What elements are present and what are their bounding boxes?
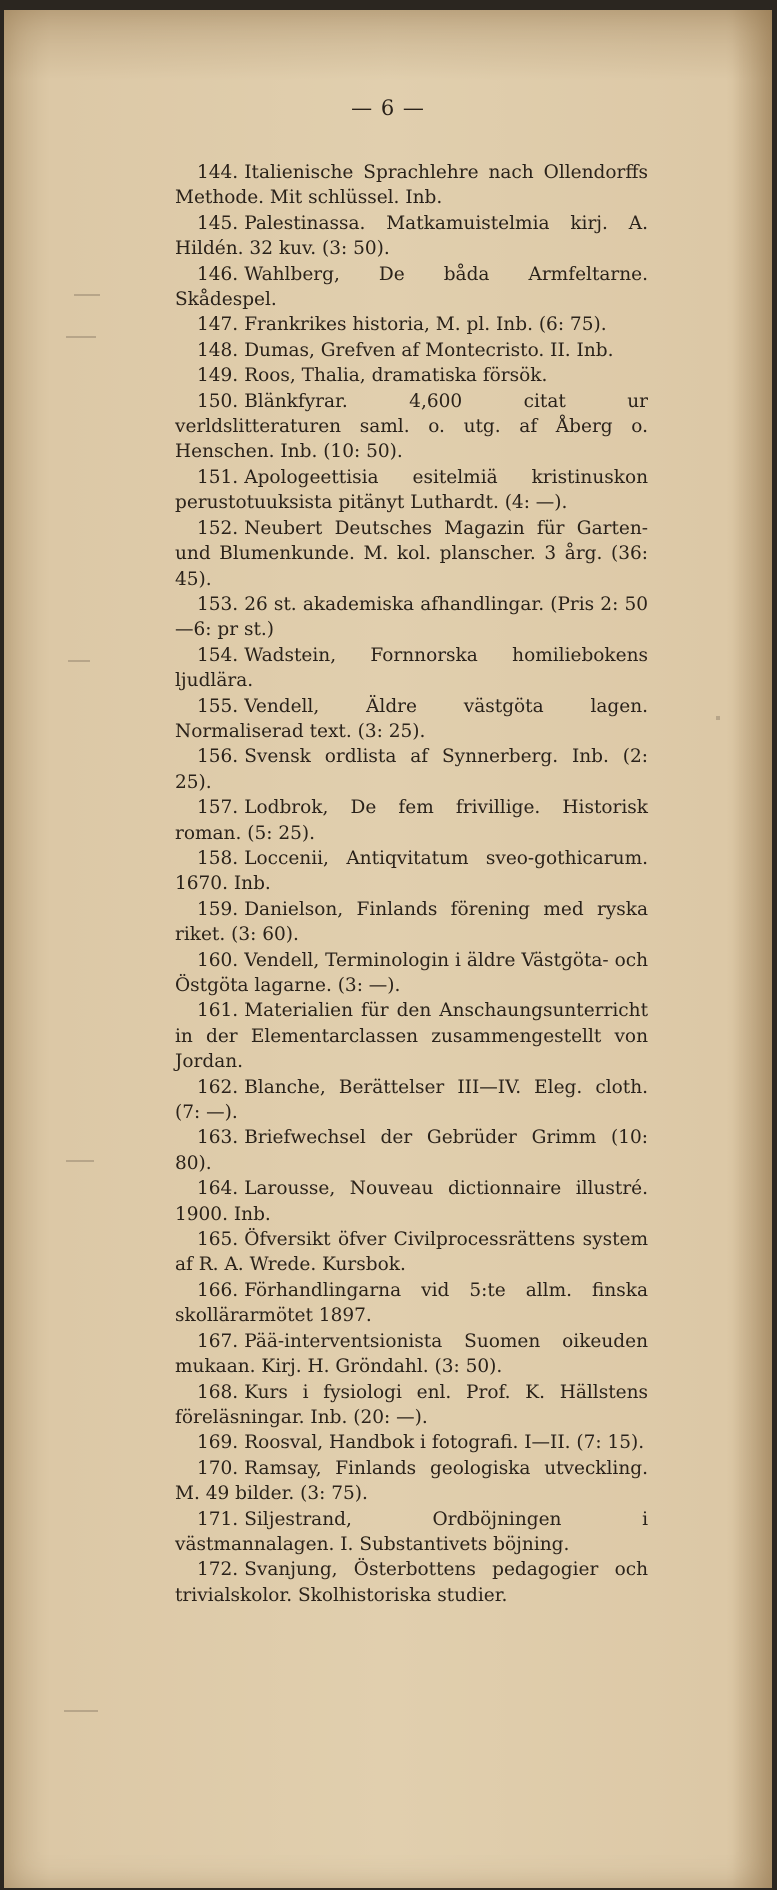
entry-number: 169. — [197, 1432, 239, 1454]
catalog-entry — [175, 1456, 648, 1507]
entry-number: 159. — [197, 898, 239, 920]
entry-text: Palestinassa. Matkamuistelmia kirj. A. Hildén. 32 kuv. (3: 50). — [175, 212, 648, 260]
catalog-entry — [175, 846, 648, 897]
catalog-entry — [175, 1075, 648, 1126]
catalog-entry — [175, 744, 648, 795]
entry-number: 149. — [197, 365, 239, 387]
entry-number: 156. — [197, 746, 239, 768]
entry-text: Siljestrand, Ordböjningen i västmannalagen. I. Substantivets böjning. — [175, 1508, 648, 1555]
entry-text: Roosval, Handbok i fotografi. I—II. (7: 15). — [244, 1432, 645, 1454]
entry-number: 148. — [197, 339, 239, 361]
entry-text: Loccenii, Antiqvitatum sveo-gothicarum. 1670. Inb. — [175, 847, 648, 895]
entry-number: 157. — [197, 797, 239, 819]
entry-text: Materialien für den Anschaungsunterricht in der Elementarclassen zusammengestellt von Jordan. — [175, 1000, 648, 1073]
entry-number: 161. — [197, 1000, 239, 1022]
entry-number: 164. — [197, 1178, 239, 1200]
entry-text: Briefwechsel der Gebrüder Grimm (10: 80). — [175, 1127, 648, 1174]
entry-number: 153. — [197, 593, 239, 615]
page-number-header: — 6 — — [351, 96, 425, 120]
entry-text: Italienische Sprachlehre nach Ollendorffs Methode. Mit schlüssel. Inb. — [175, 162, 648, 209]
entry-text: Wahlberg, De båda Armfeltarne. Skådespel. — [175, 263, 648, 311]
catalog-page — [4, 10, 772, 1888]
entry-text: Blänkfyrar. 4,600 citat ur verldslitteraturen saml. o. utg. af Åberg o. Henschen. Inb. (10: 50). — [175, 390, 648, 463]
entry-number: 155. — [197, 695, 239, 717]
catalog-entry — [175, 1329, 648, 1380]
entry-number: 167. — [197, 1330, 239, 1352]
catalog-entry — [175, 592, 648, 643]
entry-text: Roos, Thalia, dramatiska försök. — [244, 365, 548, 387]
entry-number: 160. — [197, 949, 239, 971]
entry-number: 166. — [197, 1279, 239, 1301]
entry-text: Neubert Deutsches Magazin für Garten- und Blumenkunde. M. kol. planscher. 3 årg. (36: 45). — [175, 517, 648, 590]
entry-text: Förhandlingarna vid 5:te allm. finska skollärarmötet 1897. — [175, 1279, 648, 1327]
catalog-entry — [175, 694, 648, 745]
entry-number: 165. — [197, 1229, 239, 1251]
entry-number: 147. — [197, 314, 239, 336]
entry-text: Apologeettisia esitelmiä kristinuskon perustotuuksista pitänyt Luthardt. (4: —). — [175, 466, 648, 514]
catalog-entry — [175, 897, 648, 948]
catalog-entry — [175, 1176, 648, 1227]
entry-text: Ramsay, Finlands geologiska utveckling. M. 49 bilder. (3: 75). — [175, 1457, 648, 1505]
entry-text: Larousse, Nouveau dictionnaire illustré. 1900. Inb. — [175, 1178, 648, 1225]
catalog-entry — [175, 1125, 648, 1176]
entry-text: Pää-interventsionista Suomen oikeuden mukaan. Kirj. H. Gröndahl. (3: 50). — [175, 1330, 648, 1378]
catalog-entry — [175, 516, 648, 592]
catalog-entry — [175, 160, 648, 211]
catalog-entry — [175, 795, 648, 846]
entry-text: Danielson, Finlands förening med ryska riket. (3: 60). — [175, 898, 648, 946]
entry-text: Vendell, Terminologin i äldre Västgöta- och Östgöta lagarne. (3: —). — [175, 949, 648, 996]
entry-number: 151. — [197, 466, 239, 488]
entry-number: 152. — [197, 517, 239, 539]
catalog-entry-list — [175, 160, 648, 1608]
catalog-entry — [175, 643, 648, 694]
entry-text: Svensk ordlista af Synnerberg. Inb. (2: 25). — [175, 746, 648, 793]
entry-number: 145. — [197, 212, 239, 234]
entry-number: 154. — [197, 644, 239, 666]
catalog-entry — [175, 1507, 648, 1558]
entry-number: 162. — [197, 1076, 239, 1098]
entry-number: 170. — [197, 1457, 239, 1479]
catalog-entry — [175, 1227, 648, 1278]
entry-text: 26 st. akademiska afhandlingar. (Pris 2: 50—6: pr st.) — [175, 593, 648, 641]
catalog-entry — [175, 948, 648, 999]
entry-text: Wadstein, Fornnorska homiliebokens ljudlära. — [175, 644, 648, 692]
entry-text: Dumas, Grefven af Montecristo. II. Inb. — [244, 339, 614, 361]
entry-number: 158. — [197, 847, 239, 869]
entry-number: 168. — [197, 1381, 239, 1403]
entry-text: Blanche, Berättelser III—IV. Eleg. cloth. (7: —). — [175, 1076, 648, 1124]
catalog-entry — [175, 312, 648, 337]
entry-text: Kurs i fysiologi enl. Prof. K. Hällstens föreläsningar. Inb. (20: —). — [175, 1381, 648, 1428]
entry-number: 163. — [197, 1127, 239, 1149]
catalog-entry — [175, 465, 648, 516]
catalog-entry — [175, 1278, 648, 1329]
entry-number: 172. — [197, 1559, 239, 1581]
catalog-entry — [175, 998, 648, 1074]
catalog-entry — [175, 1380, 648, 1431]
entry-text: Frankrikes historia, M. pl. Inb. (6: 75). — [244, 314, 607, 336]
entry-number: 150. — [197, 390, 239, 412]
catalog-entry — [175, 338, 648, 363]
entry-text: Vendell, Äldre västgöta lagen. Normaliserad text. (3: 25). — [175, 695, 648, 742]
entry-text: Svanjung, Österbottens pedagogier och trivialskolor. Skolhistoriska studier. — [175, 1559, 648, 1606]
entry-number: 146. — [197, 263, 239, 285]
entry-text: Lodbrok, De fem frivillige. Historisk roman. (5: 25). — [175, 797, 648, 844]
entry-number: 144. — [197, 162, 239, 183]
catalog-entry — [175, 262, 648, 313]
entry-number: 171. — [197, 1508, 239, 1530]
catalog-entry — [175, 389, 648, 465]
catalog-entry — [175, 363, 648, 388]
catalog-entry — [175, 211, 648, 262]
catalog-entry — [175, 1430, 648, 1455]
catalog-entry — [175, 1557, 648, 1608]
entry-text: Öfversikt öfver Civilprocessrättens system af R. A. Wrede. Kursbok. — [175, 1229, 648, 1276]
